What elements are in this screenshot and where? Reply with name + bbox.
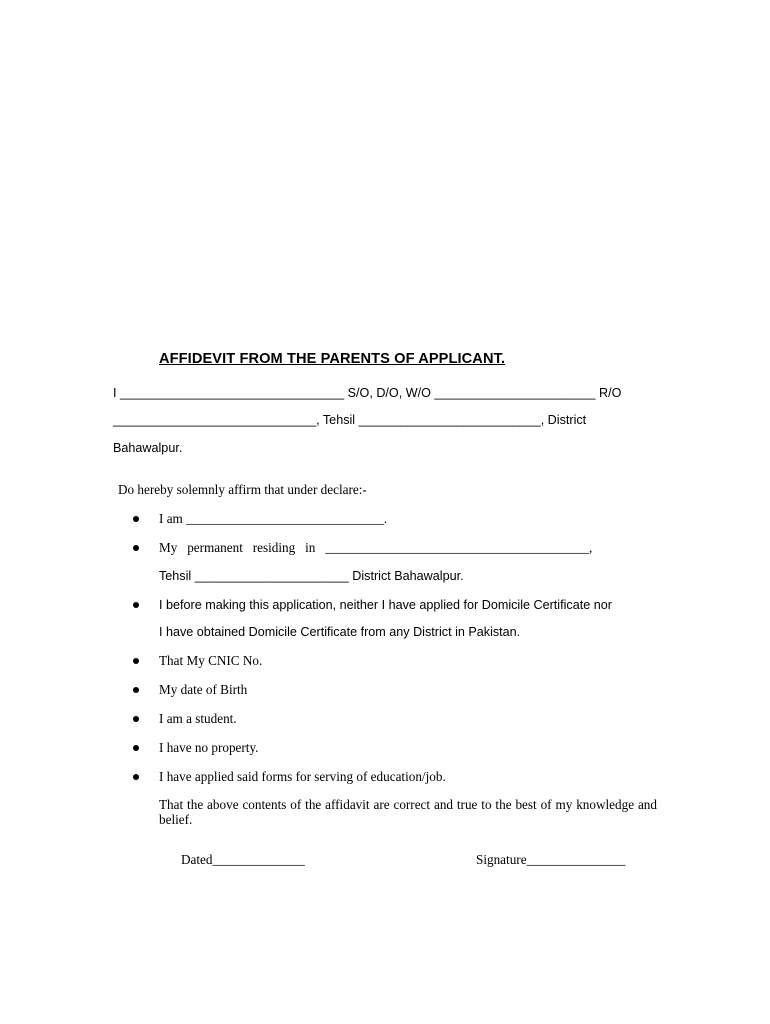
tehsil-continuation: Tehsil ______________________ District Bahawalpur. [159,569,464,583]
list-item-date-of-birth: My date of Birth [159,682,248,697]
tehsil-district-line: _____________________________, Tehsil __________________________, District [113,413,587,427]
affidavit-title: AFFIDEVIT FROM THE PARENTS OF APPLICANT. [159,351,506,367]
signature-field: Signature_______________ [476,852,626,867]
list-item-permanent-residence: My permanent residing in ________________________________________, [159,540,593,555]
dated-field: Dated______________ [181,852,305,867]
list-item-cnic: That My CNIC No. [159,653,263,668]
bullet-icon [133,745,139,751]
closing-statement: That the above contents of the affidavit are correct and true to the best of my knowledge and belief. [159,797,657,827]
list-item-student: I am a student. [159,711,237,726]
applicant-name-line: I ________________________________ S/O, D/O, W/O _______________________ R/O [113,386,622,400]
bullet-icon [133,602,139,608]
list-item-property: I have no property. [159,740,259,755]
district-name-line: Bahawalpur. [113,441,183,455]
bullet-icon [133,516,139,522]
bullet-icon [133,716,139,722]
list-item-applied-forms: I have applied said forms for serving of education/job. [159,769,446,784]
list-item-domicile: I before making this application, neither I have applied for Domicile Certificate nor [159,598,612,612]
bullet-icon [133,658,139,664]
bullet-icon [133,545,139,551]
declaration-intro: Do hereby solemnly affirm that under declare:- [118,482,367,497]
domicile-continuation: I have obtained Domicile Certificate from any District in Pakistan. [159,625,521,639]
bullet-icon [133,687,139,693]
bullet-icon [133,774,139,780]
list-item-i-am: I am ______________________________. [159,511,388,526]
